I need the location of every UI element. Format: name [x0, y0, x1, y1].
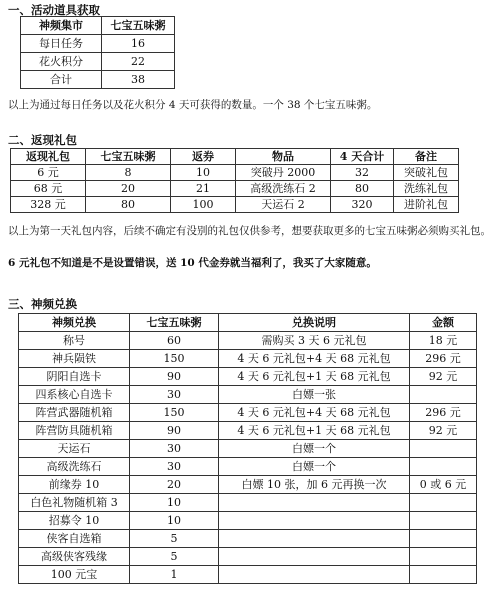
section2-title: 二、返现礼包 [8, 133, 77, 147]
column-header: 神频集市 [21, 17, 102, 35]
table-cell: 天运石 [19, 440, 130, 458]
section2-note-2: 6 元礼包不知道是不是设置错误，送 10 代金券就当福利了，我买了大家随意。 [8, 257, 377, 269]
table-cell: 6 元 [11, 165, 86, 181]
table-cell: 高级洗练石 [19, 458, 130, 476]
table-cell [219, 530, 410, 548]
column-header: 返现礼包 [11, 149, 86, 165]
table-cell: 4 天 6 元礼包+1 天 68 元礼包 [219, 368, 410, 386]
section3-title: 三、神频兑换 [8, 297, 77, 311]
table-cell: 90 [130, 422, 219, 440]
table-cell: 80 [331, 181, 394, 197]
table-cell: 150 [130, 350, 219, 368]
table-cell: 白嫖一个 [219, 458, 410, 476]
table-cell: 10 [130, 512, 219, 530]
table-cell [410, 494, 477, 512]
table-cell: 38 [102, 71, 175, 89]
table-cell: 高级洗练石 2 [236, 181, 331, 197]
table-cell: 100 [171, 197, 236, 213]
table-cell: 进阶礼包 [394, 197, 459, 213]
table-cell: 白嫖一张 [219, 386, 410, 404]
table-cell: 需购买 3 天 6 元礼包 [219, 332, 410, 350]
table-cell: 1 [130, 566, 219, 584]
section1-table [20, 16, 175, 89]
column-header: 七宝五味粥 [130, 314, 219, 332]
table-cell [410, 458, 477, 476]
table-cell [410, 386, 477, 404]
table-row [19, 566, 477, 584]
table-cell: 招募令 10 [19, 512, 130, 530]
table-row [19, 404, 477, 422]
table-cell: 90 [130, 368, 219, 386]
table-cell: 神兵陨铁 [19, 350, 130, 368]
table-cell: 突破礼包 [394, 165, 459, 181]
table-cell: 30 [130, 458, 219, 476]
column-header: 金额 [410, 314, 477, 332]
table-row [11, 165, 459, 181]
table-cell: 320 [331, 197, 394, 213]
table-cell: 0 或 6 元 [410, 476, 477, 494]
table-cell: 20 [86, 181, 171, 197]
table-cell: 白嫖 10 张，加 6 元再换一次 [219, 476, 410, 494]
section1-title: 一、活动道具获取 [8, 3, 100, 17]
table-cell: 21 [171, 181, 236, 197]
table-row [21, 71, 175, 89]
table-header-row [11, 149, 459, 165]
table-cell: 白嫖一个 [219, 440, 410, 458]
table-cell: 60 [130, 332, 219, 350]
table-cell: 296 元 [410, 404, 477, 422]
section2-note-1: 以上为第一天礼包内容，后续不确定有没别的礼包仅供参考，想要获取更多的七宝五味粥必须购买礼包。 [8, 225, 491, 237]
table-cell: 洗练礼包 [394, 181, 459, 197]
table-row [19, 332, 477, 350]
column-header: 七宝五味粥 [102, 17, 175, 35]
table-row [11, 181, 459, 197]
table-row [21, 35, 175, 53]
table-header-row [21, 17, 175, 35]
table-cell: 30 [130, 440, 219, 458]
table-cell [410, 512, 477, 530]
column-header: 备注 [394, 149, 459, 165]
table-row [19, 422, 477, 440]
table-row [19, 386, 477, 404]
table-cell: 天运石 2 [236, 197, 331, 213]
table-header-row [19, 314, 477, 332]
table-cell: 称号 [19, 332, 130, 350]
table-cell [410, 566, 477, 584]
table-row [19, 440, 477, 458]
table-cell: 92 元 [410, 368, 477, 386]
column-header: 物品 [236, 149, 331, 165]
table-cell: 4 天 6 元礼包+1 天 68 元礼包 [219, 422, 410, 440]
table-row [19, 368, 477, 386]
table-row [21, 53, 175, 71]
table-cell: 16 [102, 35, 175, 53]
table-row [19, 530, 477, 548]
table-row [19, 494, 477, 512]
table-cell: 92 元 [410, 422, 477, 440]
table-row [19, 548, 477, 566]
table-cell: 5 [130, 530, 219, 548]
table-cell: 阵营防具随机箱 [19, 422, 130, 440]
table-cell: 18 元 [410, 332, 477, 350]
section1-note: 以上为通过每日任务以及花火积分 4 天可获得的数量。一个 38 个七宝五味粥。 [8, 99, 378, 111]
table-cell: 白色礼物随机箱 3 [19, 494, 130, 512]
table-cell: 阴阳自选卡 [19, 368, 130, 386]
table-cell: 合计 [21, 71, 102, 89]
section3-table [18, 313, 477, 584]
table-row [19, 350, 477, 368]
table-cell: 100 元宝 [19, 566, 130, 584]
table-cell: 30 [130, 386, 219, 404]
table-row [19, 512, 477, 530]
column-header: 兑换说明 [219, 314, 410, 332]
table-cell [410, 530, 477, 548]
table-cell: 68 元 [11, 181, 86, 197]
table-cell: 10 [171, 165, 236, 181]
table-cell: 突破丹 2000 [236, 165, 331, 181]
table-cell: 80 [86, 197, 171, 213]
table-cell: 阵营武器随机箱 [19, 404, 130, 422]
table-cell: 10 [130, 494, 219, 512]
table-cell: 20 [130, 476, 219, 494]
table-cell: 四系核心自选卡 [19, 386, 130, 404]
table-cell: 花火积分 [21, 53, 102, 71]
table-cell [219, 512, 410, 530]
column-header: 七宝五味粥 [86, 149, 171, 165]
section2-table [10, 148, 459, 213]
table-cell: 高级侠客残缘 [19, 548, 130, 566]
table-cell: 328 元 [11, 197, 86, 213]
table-row [19, 476, 477, 494]
column-header: 返券 [171, 149, 236, 165]
column-header: 神频兑换 [19, 314, 130, 332]
table-cell: 4 天 6 元礼包+4 天 68 元礼包 [219, 404, 410, 422]
table-cell: 每日任务 [21, 35, 102, 53]
column-header: 4 天合计 [331, 149, 394, 165]
table-cell: 前缘券 10 [19, 476, 130, 494]
table-cell: 8 [86, 165, 171, 181]
table-cell [410, 440, 477, 458]
table-cell: 5 [130, 548, 219, 566]
table-cell: 32 [331, 165, 394, 181]
table-cell [219, 548, 410, 566]
table-cell: 22 [102, 53, 175, 71]
table-row [19, 458, 477, 476]
table-cell: 侠客自选箱 [19, 530, 130, 548]
table-cell: 4 天 6 元礼包+4 天 68 元礼包 [219, 350, 410, 368]
table-cell: 296 元 [410, 350, 477, 368]
table-cell: 150 [130, 404, 219, 422]
table-row [11, 197, 459, 213]
table-cell [219, 494, 410, 512]
table-cell [219, 566, 410, 584]
table-cell [410, 548, 477, 566]
